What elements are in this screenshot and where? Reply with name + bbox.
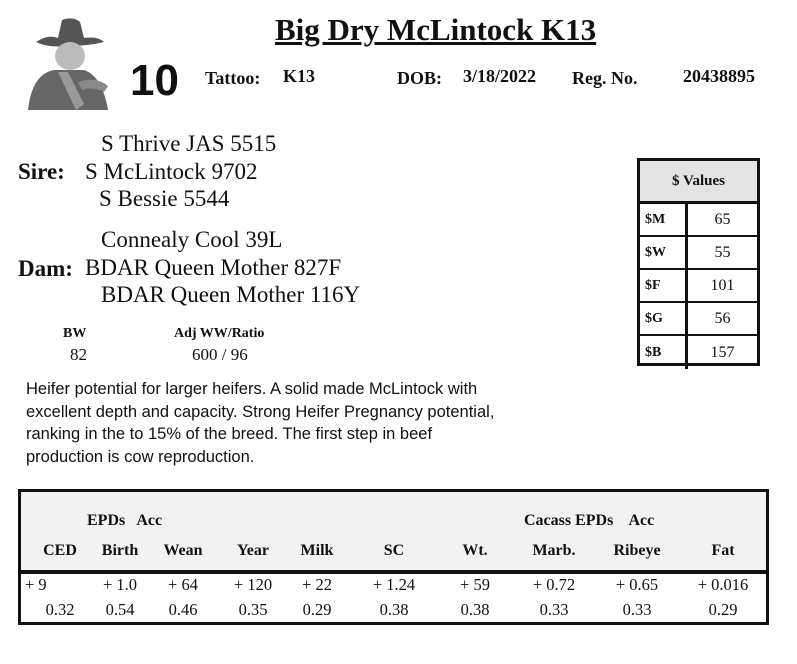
- epd-value: + 64: [168, 575, 198, 594]
- ww-value: 600 / 96: [192, 345, 248, 364]
- dollar-values-table: [637, 158, 760, 366]
- epd-column-header: SC: [383, 542, 405, 559]
- dollar-value-row: [640, 237, 757, 270]
- dollar-value: 65: [714, 210, 731, 228]
- dollar-value-row: [640, 270, 757, 303]
- epd-value: + 59: [460, 575, 490, 594]
- epd-value: + 120: [233, 575, 273, 594]
- epd-column-header: Marb.: [532, 542, 576, 559]
- epd-column-header: Birth: [101, 542, 139, 559]
- animal-name-title: Big Dry McLintock K13: [275, 12, 597, 47]
- epd-value: + 9: [25, 575, 47, 594]
- epd-value: + 0.016: [697, 575, 749, 594]
- dollar-value-row: [640, 303, 757, 336]
- dollar-value: 56: [714, 309, 731, 327]
- tattoo-label: Tattoo:: [205, 68, 261, 88]
- bw-label: BW: [63, 326, 87, 341]
- description: Heifer potential for larger heifers. A solid made McLintock with excellent depth and capacity. Strong Heifer Pregnancy potential, ranking in the to 15% of the breed. The first step in beef production is cow reproduction.: [26, 380, 495, 466]
- epd-column-header: Ribeye: [613, 542, 661, 559]
- bw-value: 82: [70, 345, 87, 364]
- dollar-value-label: $W: [640, 237, 688, 268]
- epd-value: + 0.72: [532, 575, 576, 594]
- epd-column-header: Year: [237, 542, 269, 559]
- epd-value: + 1.24: [372, 575, 416, 594]
- dollar-value: 157: [710, 343, 735, 361]
- epd-value: + 22: [302, 575, 332, 594]
- dam-name: BDAR Queen Mother 827F: [85, 255, 342, 280]
- cowboy-logo-icon: [18, 12, 114, 112]
- dob-label: DOB:: [397, 68, 442, 88]
- dam-label: Dam:: [18, 256, 73, 281]
- dob-value: 3/18/2022: [463, 66, 537, 86]
- dollar-value-label: $M: [640, 204, 688, 235]
- epd-accuracy: 0.29: [708, 600, 738, 619]
- epd-group-label: EPDs Acc: [87, 512, 163, 529]
- epd-column-header: Wean: [163, 542, 203, 559]
- sire-name: S McLintock 9702: [85, 159, 258, 184]
- reg-label: Reg. No.: [572, 68, 638, 88]
- reg-value: 20438895: [683, 66, 755, 86]
- epd-column-header: Milk: [300, 542, 334, 559]
- sire-dam: S Bessie 5544: [99, 186, 230, 211]
- epd-table: [18, 489, 769, 625]
- dollar-value: 55: [714, 243, 731, 261]
- dollar-value-label: $G: [640, 303, 688, 334]
- epd-accuracy: 0.29: [302, 600, 332, 619]
- dollar-value-label: $B: [640, 336, 688, 369]
- epd-column-header: Wt.: [462, 542, 488, 559]
- epd-accuracy: 0.32: [45, 600, 75, 619]
- epd-accuracy: 0.46: [168, 600, 198, 619]
- epd-header: [21, 492, 766, 574]
- epd-accuracy: 0.33: [539, 600, 569, 619]
- epd-accuracy: 0.35: [238, 600, 268, 619]
- epd-value: + 0.65: [615, 575, 659, 594]
- sire-label: Sire:: [18, 159, 65, 184]
- epd-column-header: CED: [43, 542, 77, 559]
- dam-dam: BDAR Queen Mother 116Y: [101, 282, 361, 307]
- epd-accuracy: 0.38: [460, 600, 490, 619]
- tattoo-value: K13: [283, 66, 316, 86]
- dollar-value: 101: [710, 276, 735, 294]
- dollar-value-row: [640, 204, 757, 237]
- epd-column-header: Fat: [711, 542, 735, 559]
- epd-value: + 1.0: [102, 575, 138, 594]
- dollar-value-label: $F: [640, 270, 688, 301]
- sire-sire: S Thrive JAS 5515: [101, 131, 277, 156]
- ww-label: Adj WW/Ratio: [174, 326, 265, 341]
- dollar-values-title: $ Values: [640, 161, 757, 204]
- lot-number: 10: [130, 56, 179, 105]
- epd-accuracy: 0.38: [379, 600, 409, 619]
- dollar-value-row: [640, 336, 757, 369]
- epd-accuracy: 0.33: [622, 600, 652, 619]
- dam-sire: Connealy Cool 39L: [101, 227, 283, 252]
- epd-accuracy: 0.54: [105, 600, 135, 619]
- carcass-epd-group-label: Cacass EPDs Acc: [524, 512, 655, 529]
